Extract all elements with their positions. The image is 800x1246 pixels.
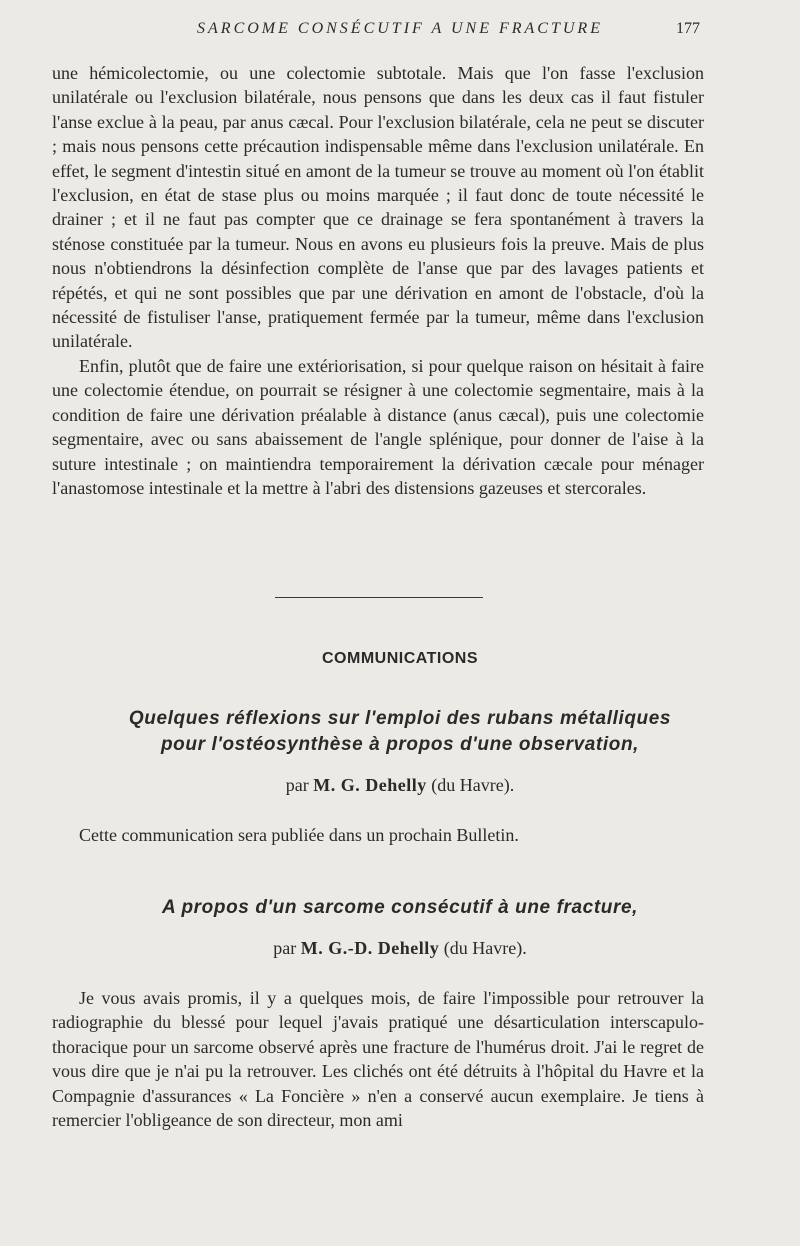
communication-1-title <box>40 706 760 758</box>
paragraph-enfin: Enfin, plutôt que de faire une extériorisation, si pour quelque raison on hésitait à faire une colectomie étendue, on pourrait se résigner à une colectomie segmentaire, mais à la condition de faire une dérivation préalable à distance (anus cæcal), puis une colectomie segmentaire, avec ou sans abaissement de l'angle splénique, pour donner de l'aise à la suture intestinale ; on maintiendra temporairement la dérivation cæcale pour ménager l'anastomose intestinale et la mettre à l'abri des distensions gazeuses et stercorales. <box>52 355 704 498</box>
communication-2-body <box>52 986 704 1132</box>
running-header <box>0 20 800 44</box>
byline-suffix: (du Havre). <box>431 775 515 795</box>
communication-1-notice <box>52 823 704 847</box>
author-name: M. G.-D. Dehelly <box>300 938 440 958</box>
communication-1-title-line-1: Quelques réflexions sur l'emploi des rubans métalliques <box>128 708 672 729</box>
communication-1-byline <box>0 775 800 796</box>
communication-1-title-line-2: pour l'ostéosynthèse à propos d'une observation, <box>160 734 640 755</box>
running-title: SARCOME CONSÉCUTIF A UNE FRACTURE <box>197 20 603 37</box>
communication-2-byline <box>0 938 800 959</box>
section-heading: COMMUNICATIONS <box>321 650 479 667</box>
paragraph-je-vous-avais: Je vous avais promis, il y a quelques mois, de faire l'impossible pour retrouver la radiographie du blessé pour lequel j'avais pratiqué une désarticulation interscapulo-thoracique pour un sarcome observé après une fracture de l'humérus droit. J'ai le regret de vous dire que je n'ai pu la retrouver. Les clichés ont été détruits à l'hôpital du Havre et la Compagnie d'assurances « La Foncière » n'en a conservé aucun exemplaire. Je tiens à remercier l'obligeance de son directeur, mon ami <box>52 988 704 1131</box>
page-number: 177 <box>676 20 700 37</box>
byline-suffix: (du Havre). <box>443 938 527 958</box>
author-name: M. G. Dehelly <box>313 775 427 795</box>
byline-prefix: par <box>273 938 297 958</box>
communication-2-title: A propos d'un sarcome consécutif à une fracture, <box>161 897 639 918</box>
paragraph-continued: une hémicolectomie, ou une colectomie subtotale. Mais que l'on fasse l'exclusion unilatérale ou l'exclusion bilatérale, nous pensons que dans les deux cas il faut fistuler l'anse exclue à la peau, par anus cæcal. Pour l'exclusion bilatérale, cela ne peut se discuter ; mais nous pensons cette précaution indispensable même dans l'exclusion unilatérale. En effet, le segment d'intestin situé en amont de la tumeur se trouve au moment où l'on établit l'exclusion, en état de stase plus ou moins marquée ; il faut donc de toute nécessité le drainer ; et il ne faut pas compter que ce drainage se fera spontanément à travers la sténose constituée par la tumeur. Nous en avons eu plusieurs fois la preuve. Mais de plus nous n'obtiendrons la désinfection complète de l'anse que par des lavages patients et répétés, et qui ne sont possibles que par une dérivation en amont de l'obstacle, d'où la nécessité de fistuliser l'anse, pratiquement fermée par la tumeur, même dans l'exclusion unilatérale. <box>52 63 704 352</box>
top-body-text <box>52 61 704 500</box>
notice-text: Cette communication sera publiée dans un prochain Bulletin. <box>79 825 519 845</box>
section-divider <box>275 597 483 598</box>
byline-prefix: par <box>285 775 309 795</box>
